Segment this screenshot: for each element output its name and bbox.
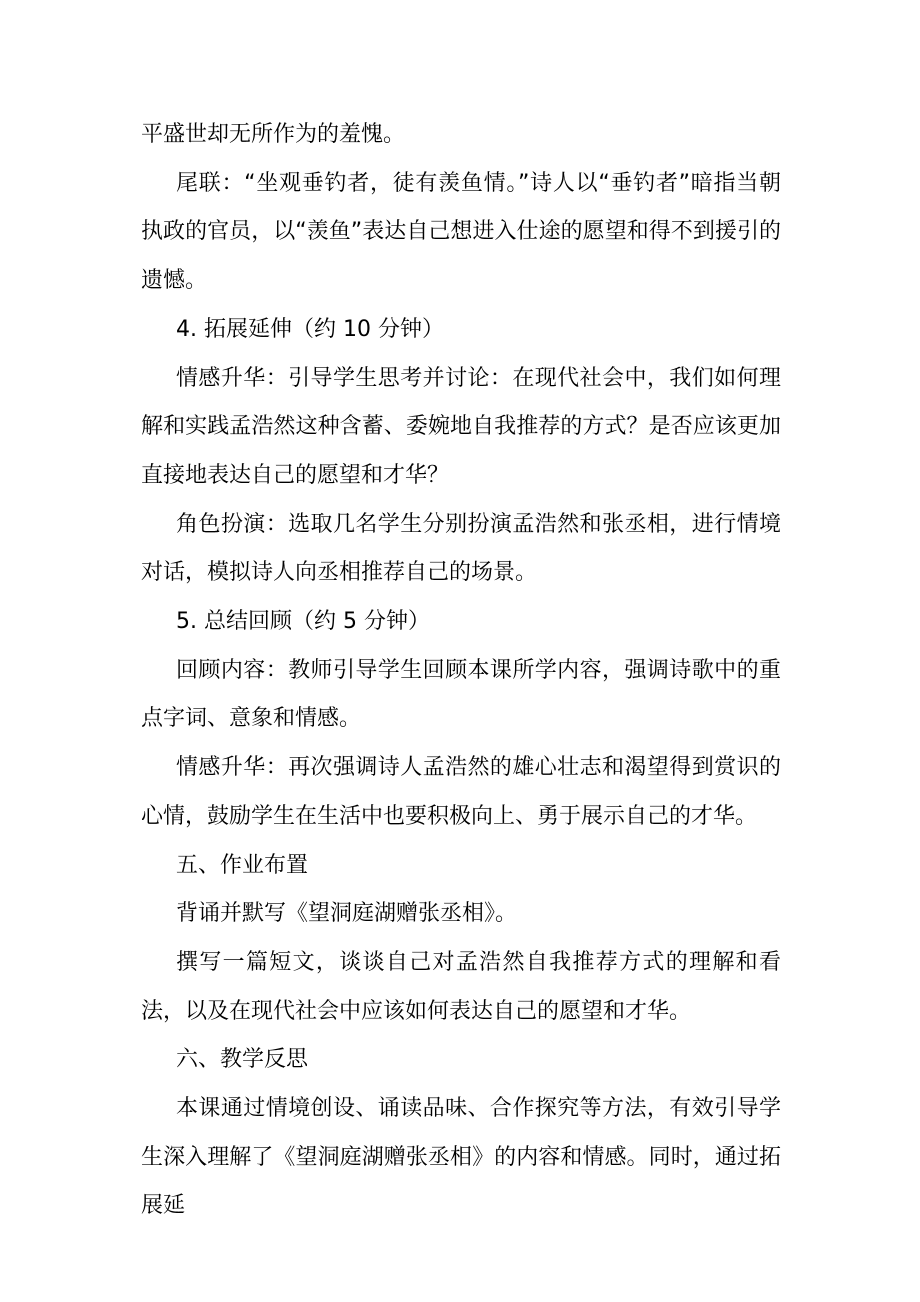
section-heading-homework: 五、作业布置 <box>176 852 309 878</box>
paragraph-role-play: 角色扮演：选取几名学生分别扮演孟浩然和张丞相，进行情境对话，模拟诗人向丞相推荐自己的场景。 <box>141 511 781 586</box>
section-heading-reflection: 六、教学反思 <box>176 1047 309 1073</box>
section-heading-extension: 4. 拓展延伸（约 10 分钟） <box>176 316 444 342</box>
paragraph-continuation: 平盛世却无所作为的羞愧。 <box>141 122 406 147</box>
paragraph-homework-essay: 撰写一篇短文，谈谈自己对孟浩然自我推荐方式的理解和看法，以及在现代社会中应该如何表达自己的愿望和才华。 <box>141 949 781 1024</box>
paragraph-reflection: 本课通过情境创设、诵读品味、合作探究等方法，有效引导学生深入理解了《望洞庭湖赠张丞相》的内容和情感。同时，通过拓展延 <box>141 1096 781 1219</box>
section-heading-review: 5. 总结回顾（约 5 分钟） <box>176 609 430 635</box>
paragraph-emotion-sublimation: 情感升华：引导学生思考并讨论：在现代社会中，我们如何理解和实践孟浩然这种含蓄、委婉地自我推荐的方式？是否应该更加直接地表达自己的愿望和才华？ <box>141 365 781 488</box>
document-body <box>141 111 781 1231</box>
paragraph-emotion-again: 情感升华：再次强调诗人孟浩然的雄心壮志和渴望得到赏识的心情，鼓励学生在生活中也要积极向上、勇于展示自己的才华。 <box>141 755 781 829</box>
paragraph-homework-recite: 背诵并默写《望洞庭湖赠张丞相》。 <box>176 901 518 927</box>
paragraph-tail-couplet: 尾联：“坐观垂钓者，徒有羡鱼情。”诗人以“垂钓者”暗指当朝执政的官员，以“羡鱼”表达自己想进入仕途的愿望和得不到援引的遗憾。 <box>141 170 781 294</box>
paragraph-review-content: 回顾内容：教师引导学生回顾本课所学内容，强调诗歌中的重点字词、意象和情感。 <box>141 657 781 732</box>
